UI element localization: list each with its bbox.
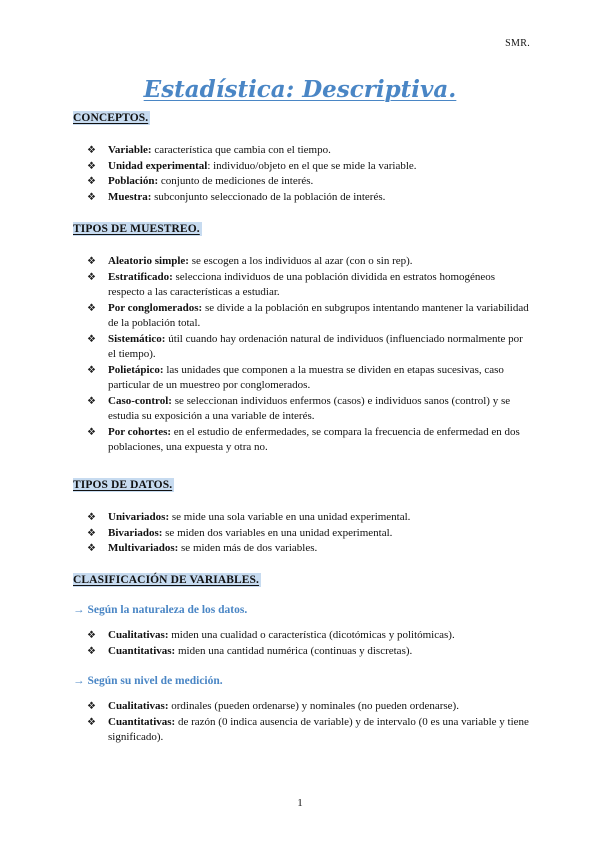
diamond-bullet-icon: ❖ bbox=[87, 302, 96, 314]
item-text: se mide una sola variable en una unidad experimental. bbox=[169, 511, 411, 523]
arrow-right-icon: → bbox=[73, 675, 85, 687]
item-text: las unidades que componen a la muestra se dividen en etapas sucesivas, caso particular de un muestreo por conglomerados. bbox=[108, 363, 504, 391]
subheading-label: Según la naturaleza de los datos. bbox=[87, 604, 248, 616]
item-term: Polietápico: bbox=[108, 363, 164, 376]
item-term: Unidad experimental bbox=[108, 159, 208, 172]
item-text: conjunto de mediciones de interés. bbox=[158, 175, 314, 187]
section-heading: TIPOS DE DATOS. bbox=[73, 479, 173, 491]
diamond-bullet-icon: ❖ bbox=[87, 527, 96, 539]
diamond-bullet-icon: ❖ bbox=[87, 333, 96, 345]
list-item bbox=[73, 190, 533, 206]
list-item bbox=[73, 332, 533, 363]
item-term: Sistemático: bbox=[108, 332, 166, 345]
diamond-bullet-icon: ❖ bbox=[87, 256, 96, 267]
author-initials: SMR. bbox=[505, 38, 530, 49]
diamond-bullet-icon: ❖ bbox=[87, 701, 96, 712]
diamond-bullet-icon: ❖ bbox=[87, 630, 96, 641]
item-term: Población: bbox=[108, 175, 159, 187]
list-item bbox=[73, 363, 533, 394]
diamond-bullet-icon: ❖ bbox=[87, 160, 96, 172]
item-term: Por conglomerados: bbox=[108, 301, 203, 314]
diamond-bullet-icon: ❖ bbox=[87, 645, 96, 657]
item-text: característica que cambia con el tiempo. bbox=[151, 144, 331, 156]
item-text: miden una cantidad numérica (continuas y discretas). bbox=[175, 644, 413, 657]
list-item bbox=[73, 270, 533, 301]
bullet-list bbox=[73, 510, 533, 557]
item-text: se miden más de dos variables. bbox=[178, 542, 318, 554]
list-item bbox=[73, 394, 533, 425]
list-item bbox=[73, 644, 533, 660]
list-item bbox=[73, 143, 533, 159]
diamond-bullet-icon: ❖ bbox=[87, 145, 96, 156]
section-muestreo bbox=[73, 219, 533, 456]
list-item bbox=[73, 510, 533, 526]
diamond-bullet-icon: ❖ bbox=[87, 176, 96, 187]
list-item bbox=[73, 526, 533, 542]
item-text: útil cuando hay ordenación natural de individuos (influenciado normalmente por el tiempo). bbox=[108, 332, 523, 360]
item-term: Cuantitativas: bbox=[108, 715, 176, 728]
bullet-list bbox=[73, 143, 533, 205]
subheading-label: Según su nivel de medición. bbox=[87, 675, 223, 687]
bullet-list bbox=[73, 254, 533, 456]
list-item bbox=[73, 541, 533, 557]
list-item bbox=[73, 301, 533, 332]
arrow-right-icon: → bbox=[73, 604, 85, 616]
diamond-bullet-icon: ❖ bbox=[87, 364, 96, 376]
item-term: Bivariados: bbox=[108, 526, 163, 539]
item-text: ordinales (pueden ordenarse) y nominales (no pueden ordenarse). bbox=[168, 700, 459, 712]
item-text: en el estudio de enfermedades, se compara la frecuencia de enfermedad en dos poblaciones, una expuesta y otra no. bbox=[108, 425, 520, 453]
subheading-naturaleza bbox=[73, 604, 533, 616]
item-term: Por cohortes: bbox=[108, 425, 172, 438]
item-term: Cuantitativas: bbox=[108, 644, 176, 657]
page-number: 1 bbox=[297, 797, 303, 809]
item-term: Variable: bbox=[108, 144, 152, 156]
section-heading: CLASIFICACIÓN DE VARIABLES. bbox=[73, 574, 260, 586]
subheading-nivel-medicion bbox=[73, 675, 533, 687]
list-item bbox=[73, 628, 533, 644]
list-item bbox=[73, 715, 533, 746]
bullet-list bbox=[73, 628, 533, 659]
list-item bbox=[73, 425, 533, 456]
list-item bbox=[73, 174, 533, 190]
item-term: Univariados: bbox=[108, 511, 170, 523]
page-title: Estadística: Descriptiva. bbox=[143, 76, 457, 103]
bullet-list bbox=[73, 699, 533, 746]
item-text: : individuo/objeto en el que se mide la variable. bbox=[207, 159, 417, 172]
item-term: Caso-control: bbox=[108, 394, 172, 407]
list-item bbox=[73, 159, 533, 175]
item-text: subconjunto seleccionado de la población de interés. bbox=[151, 190, 386, 203]
section-datos bbox=[73, 475, 533, 557]
item-text: miden una cualidad o característica (dicotómicas y politómicas). bbox=[168, 629, 455, 641]
item-text: se escogen a los individuos al azar (con o sin rep). bbox=[188, 255, 413, 267]
diamond-bullet-icon: ❖ bbox=[87, 395, 96, 407]
item-term: Aleatorio simple: bbox=[108, 255, 189, 267]
item-text: se divide a la población en subgrupos intentando mantener la variabilidad de la población total. bbox=[108, 301, 529, 329]
diamond-bullet-icon: ❖ bbox=[87, 512, 96, 523]
item-term: Multivariados: bbox=[108, 542, 179, 554]
section-heading: CONCEPTOS. bbox=[73, 112, 149, 124]
list-item bbox=[73, 254, 533, 270]
diamond-bullet-icon: ❖ bbox=[87, 716, 96, 728]
section-clasificacion bbox=[73, 570, 533, 746]
diamond-bullet-icon: ❖ bbox=[87, 543, 96, 554]
item-text: se miden dos variables en una unidad experimental. bbox=[162, 526, 393, 539]
section-heading: TIPOS DE MUESTREO. bbox=[73, 223, 200, 235]
item-term: Cualitativas: bbox=[108, 700, 169, 712]
item-text: de razón (0 indica ausencia de variable) y de intervalo (0 es una variable y tiene significado). bbox=[108, 715, 529, 743]
diamond-bullet-icon: ❖ bbox=[87, 426, 96, 438]
item-text: se seleccionan individuos enfermos (casos) e individuos sanos (control) y se estudia su exposición a una variable de interés. bbox=[108, 394, 511, 422]
diamond-bullet-icon: ❖ bbox=[87, 271, 96, 283]
list-item bbox=[73, 699, 533, 715]
item-text: selecciona individuos de una población dividida en estratos homogéneos respecto a las características a estudiar. bbox=[108, 270, 496, 298]
diamond-bullet-icon: ❖ bbox=[87, 191, 96, 203]
section-conceptos bbox=[73, 108, 533, 205]
item-term: Cualitativas: bbox=[108, 629, 169, 641]
item-term: Estratificado: bbox=[108, 270, 173, 283]
item-term: Muestra: bbox=[108, 190, 152, 203]
